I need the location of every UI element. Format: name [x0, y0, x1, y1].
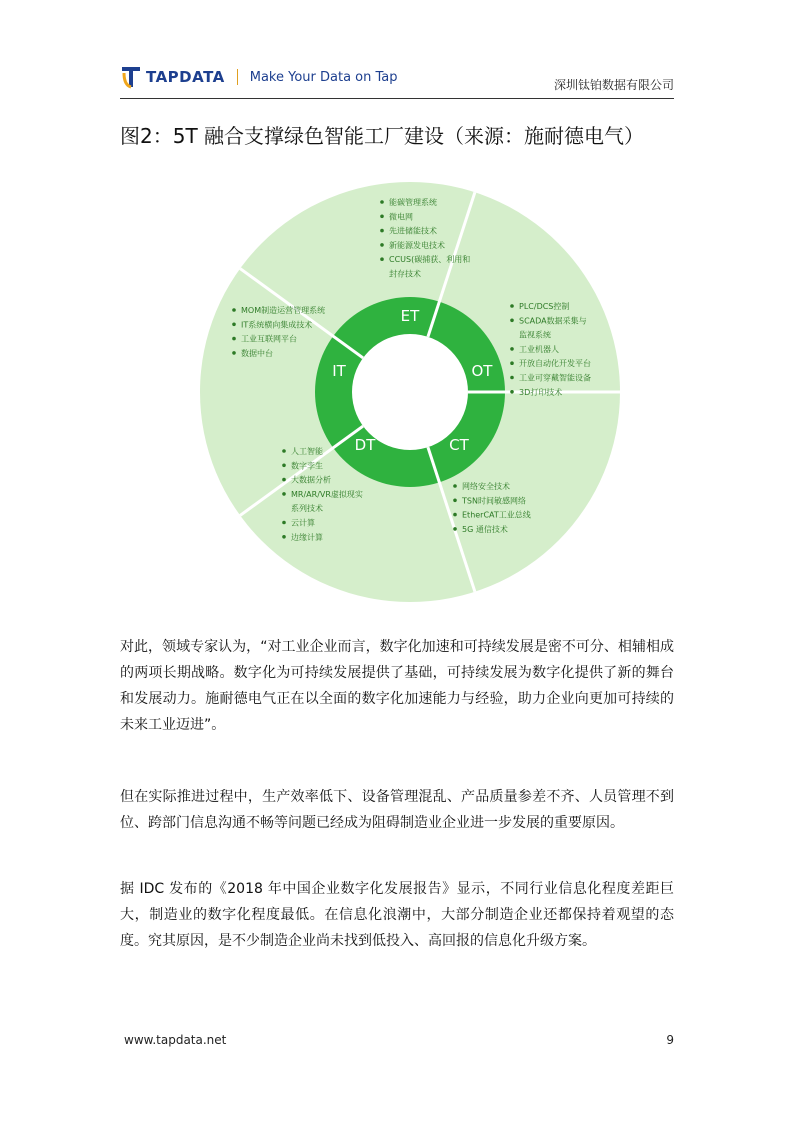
- tech-item: TSN时间敏感网络: [462, 496, 526, 506]
- footer-url[interactable]: www.tapdata.net: [124, 1033, 227, 1047]
- 5t-diagram: [200, 178, 620, 608]
- tech-item: 开放自动化开发平台: [519, 359, 591, 369]
- bullet-dot: [282, 449, 286, 453]
- segment-label-it: IT: [332, 362, 346, 380]
- tapdata-logo-icon: [120, 65, 142, 89]
- tech-item: 系列技术: [291, 504, 323, 514]
- center-hole: [352, 334, 468, 450]
- 5t-diagram-svg: [200, 178, 620, 608]
- page-number: 9: [666, 1033, 674, 1047]
- tech-item: IT系统横向集成技术: [241, 320, 313, 330]
- bullet-dot: [510, 347, 514, 351]
- tech-item: 3D打印技术: [519, 387, 563, 397]
- tech-item: 网络安全技术: [462, 482, 510, 491]
- figure-title: 图2：5T 融合支撑绿色智能工厂建设（来源：施耐德电气）: [120, 124, 645, 148]
- tech-item: 云计算: [291, 518, 315, 528]
- segment-label-ct: CT: [449, 436, 469, 454]
- tech-item: 能碳管理系统: [389, 198, 437, 207]
- tech-item: 人工智能: [291, 447, 323, 456]
- bullet-dot: [282, 492, 286, 496]
- tech-item: 新能源发电技术: [389, 240, 445, 250]
- logo-separator: [237, 69, 238, 85]
- tech-item: SCADA数据采集与: [519, 316, 587, 326]
- tech-item: 边缘计算: [291, 532, 323, 542]
- page-header: [120, 62, 674, 99]
- tech-item: 数字孪生: [291, 461, 323, 471]
- bullet-dot: [232, 337, 236, 341]
- bullet-dot: [232, 323, 236, 327]
- tech-item: 大数据分析: [291, 475, 331, 485]
- tech-item: 先进储能技术: [389, 226, 437, 236]
- bullet-dot: [453, 513, 457, 517]
- segment-label-dt: DT: [354, 436, 376, 454]
- bullet-dot: [510, 361, 514, 365]
- bullet-dot: [380, 229, 384, 233]
- bullet-dot: [380, 243, 384, 247]
- bullet-dot: [453, 527, 457, 531]
- tech-item: 监视系统: [519, 330, 551, 340]
- bullet-dot: [510, 390, 514, 394]
- logo-text: TAPDATA: [146, 68, 225, 86]
- bullet-dot: [380, 200, 384, 204]
- tech-item: CCUS(碳捕获、利用和: [389, 255, 471, 265]
- paragraph-1: 对此，领域专家认为，“对工业企业而言，数字化加速和可持续发展是密不可分、相辅相成的两项长期战略。数字化为可持续发展提供了基础，可持续发展为数字化提供了新的舞台和发展动力。施耐德电气正在以全面的数字化加速能力与经验，助力企业向更加可持续的未来工业迈进”。: [120, 639, 674, 733]
- tech-item: 工业可穿戴智能设备: [519, 373, 591, 383]
- slogan: Make Your Data on Tap: [249, 69, 398, 85]
- bullet-dot: [510, 319, 514, 323]
- paragraph-2: 但在实际推进过程中，生产效率低下、设备管理混乱、产品质量参差不齐、人员管理不到位、跨部门信息沟通不畅等问题已经成为阻碍制造业企业进一步发展的重要原因。: [120, 789, 674, 831]
- bullet-dot: [282, 464, 286, 468]
- tech-item: PLC/DCS控制: [519, 302, 570, 311]
- bullet-dot: [232, 351, 236, 355]
- tech-item: 微电网: [389, 212, 413, 222]
- segment-label-et: ET: [400, 307, 420, 325]
- tech-item: EtherCAT工业总线: [462, 510, 531, 520]
- bullet-dot: [282, 478, 286, 482]
- tech-item: 5G 通信技术: [462, 524, 508, 534]
- bullet-dot: [282, 535, 286, 539]
- segment-label-ot: OT: [471, 362, 493, 380]
- tech-item: 封存技术: [389, 269, 421, 279]
- bullet-dot: [453, 484, 457, 488]
- bullet-dot: [380, 257, 384, 261]
- tech-item: MOM制造运营管理系统: [241, 306, 326, 315]
- paragraph-3: 据 IDC 发布的《2018 年中国企业数字化发展报告》显示，不同行业信息化程度差距巨大，制造业的数字化程度最低。在信息化浪潮中，大部分制造企业还都保持着观望的态度。究其原因，是不少制造企业尚未找到低投入、高回报的信息化升级方案。: [120, 881, 674, 949]
- bullet-dot: [282, 521, 286, 525]
- bullet-dot: [510, 376, 514, 380]
- tapdata-logo: [120, 64, 398, 90]
- bullet-dot: [380, 215, 384, 219]
- tech-item: 工业机器人: [519, 344, 559, 354]
- bullet-dot: [232, 308, 236, 312]
- tech-item: 数据中台: [241, 348, 273, 358]
- tech-item: MR/AR/VR虚拟现实: [291, 489, 363, 499]
- bullet-dot: [510, 304, 514, 308]
- bullet-dot: [453, 499, 457, 503]
- tech-item: 工业互联网平台: [241, 334, 297, 344]
- company-name: 深圳钛铂数据有限公司: [553, 78, 674, 92]
